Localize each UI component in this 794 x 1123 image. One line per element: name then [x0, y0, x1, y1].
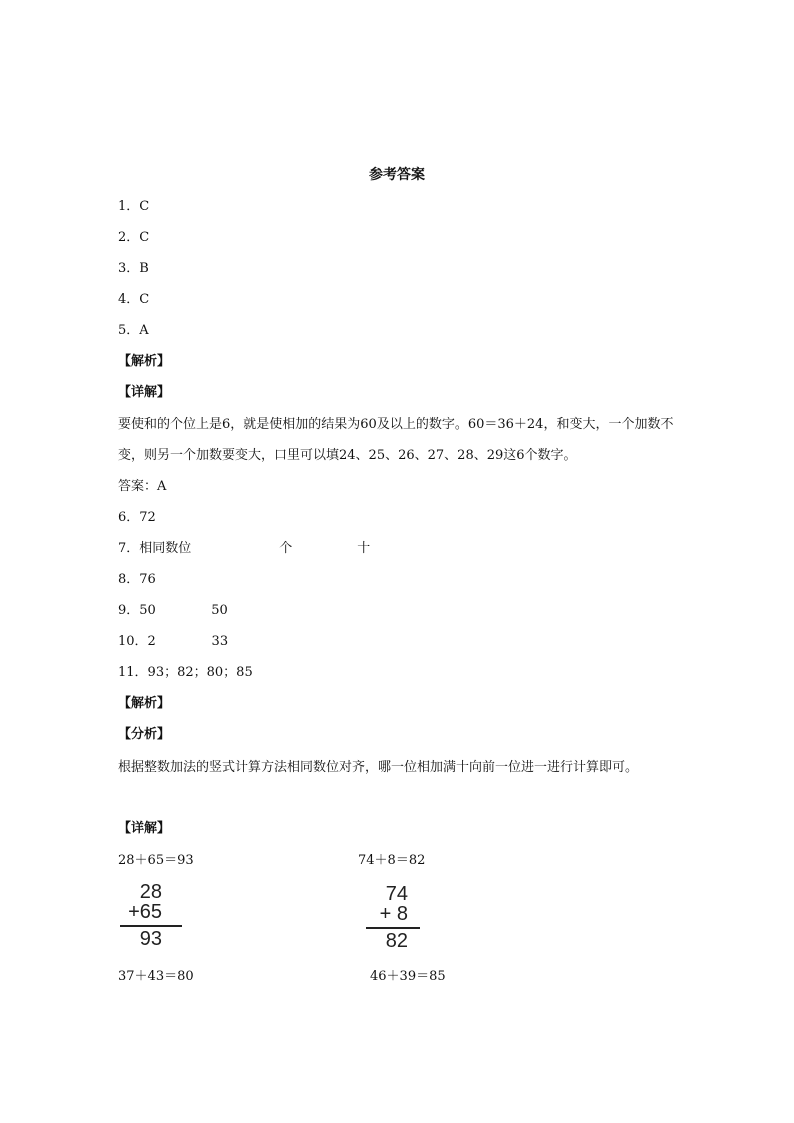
- equation-2: 74＋8＝82: [358, 853, 426, 868]
- answer-8: [118, 571, 156, 589]
- answer-text: A: [139, 323, 149, 338]
- answer-text: B: [139, 261, 149, 276]
- answer-number: 4．: [118, 292, 140, 307]
- answer-number: 1．: [118, 199, 140, 214]
- answer-4: [118, 291, 149, 309]
- answer-number: 10．: [118, 634, 148, 649]
- answer-2: [118, 229, 149, 247]
- answer-5: [118, 322, 149, 340]
- answer-number: 8．: [118, 572, 140, 587]
- answer-3: [118, 260, 149, 278]
- vertical-sum-line: [366, 927, 420, 929]
- answer-blank-1: 2: [147, 634, 156, 649]
- vertical-addend-top: 28: [139, 881, 162, 903]
- answer-blank-2: 33: [211, 634, 229, 649]
- answer-blank-2: 50: [211, 603, 228, 618]
- vertical-addend-top: 74: [385, 883, 408, 905]
- answer-number: 5．: [118, 323, 140, 338]
- answer-11: [118, 664, 253, 682]
- answer-text: 72: [139, 510, 156, 525]
- equation-4: 46＋39＝85: [370, 969, 446, 984]
- answer-blank-3: 十: [357, 541, 371, 556]
- answer-text: C: [139, 199, 150, 214]
- answer-7: [118, 540, 370, 558]
- answer-1: [118, 198, 149, 216]
- vertical-sum: 93: [139, 928, 162, 950]
- answer-blank-1: 相同数位: [139, 541, 192, 556]
- vertical-addend-bottom: + 8: [379, 903, 408, 925]
- answer-number: 2．: [118, 230, 140, 245]
- vertical-sum: 82: [385, 930, 408, 952]
- answer-10: [118, 633, 228, 651]
- answer-number: 7．: [118, 541, 140, 556]
- q5-detail-text: 要使和的个位上是6，就是使相加的结果为60及以上的数字。60＝36＋24，和变大，一个加数不变，则另一个加数要变大，口里可以填24、25、26、27、28、29这6个数字。: [118, 417, 674, 463]
- vertical-addend-bottom: +65: [128, 901, 162, 923]
- q5-analysis-label: 【解析】: [118, 354, 171, 369]
- equation-3: 37＋43＝80: [118, 969, 194, 984]
- answer-6: [118, 509, 156, 527]
- answer-text: C: [139, 292, 150, 307]
- answer-text: C: [139, 230, 150, 245]
- answer-blank-1: 50: [139, 603, 156, 618]
- q11-fenxi-text: 根据整数加法的竖式计算方法相同数位对齐，哪一位相加满十向前一位进一进行计算即可。: [118, 760, 639, 775]
- vertical-addition-1: [120, 882, 182, 949]
- answer-text: 93；82；80；85: [147, 665, 253, 680]
- q11-fenxi-label: 【分析】: [118, 727, 171, 742]
- vertical-addition-2: [366, 884, 420, 951]
- answer-number: 3．: [118, 261, 140, 276]
- answer-9: [118, 602, 228, 620]
- page-title: 参考答案: [369, 167, 425, 183]
- q5-detail-label: 【详解】: [118, 385, 171, 400]
- vertical-sum-line: [120, 925, 182, 927]
- q11-detail-label: 【详解】: [118, 821, 171, 836]
- answer-number: 6．: [118, 510, 140, 525]
- q5-answer-line: 答案：A: [118, 479, 167, 494]
- answer-text: 76: [139, 572, 156, 587]
- q11-analysis-label: 【解析】: [118, 696, 171, 711]
- answer-number: 11．: [118, 665, 148, 680]
- answer-blank-2: 个: [279, 541, 293, 556]
- answer-number: 9．: [118, 603, 140, 618]
- equation-1: 28＋65＝93: [118, 853, 194, 868]
